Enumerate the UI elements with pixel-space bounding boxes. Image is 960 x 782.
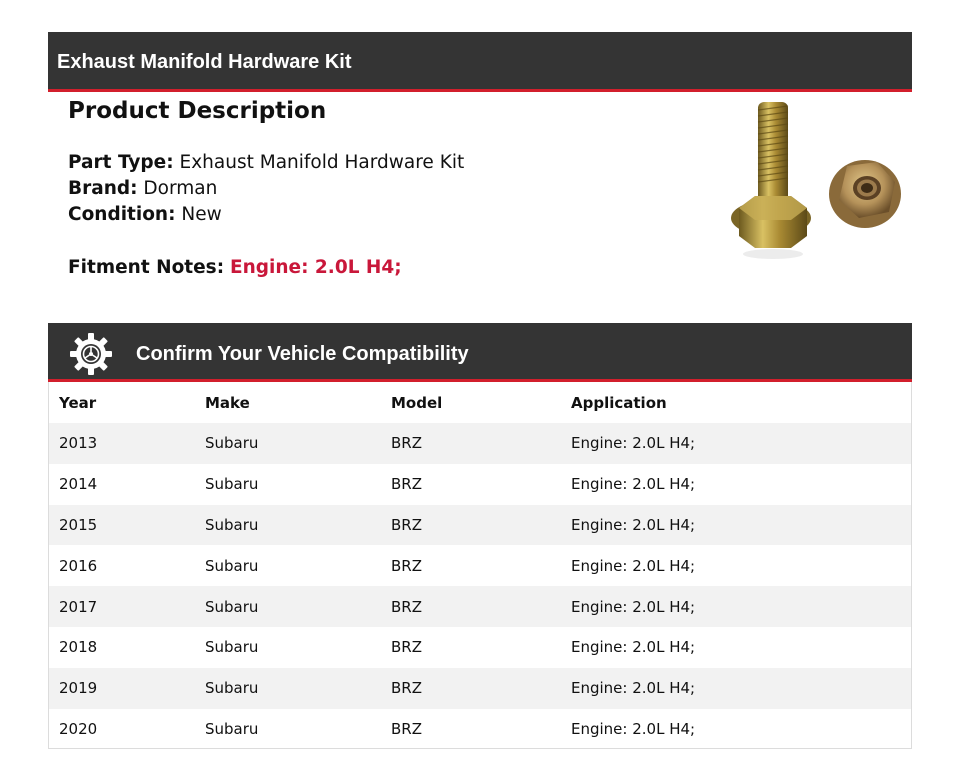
cell-make: Subaru [205, 434, 259, 453]
cell-year: 2020 [59, 719, 98, 738]
product-description [68, 98, 668, 278]
cell-model: BRZ [391, 638, 422, 657]
cell-model: BRZ [391, 475, 422, 494]
cell-make: Subaru [205, 719, 259, 738]
table-row [49, 668, 911, 709]
cell-application: Engine: 2.0L H4; [571, 434, 696, 453]
fitment-line [68, 257, 402, 278]
brand-value: Dorman [143, 178, 218, 199]
table-row [49, 627, 911, 668]
compatibility-title: Confirm Your Vehicle Compatibility [136, 343, 469, 365]
condition-value: New [181, 204, 222, 225]
cell-year: 2019 [59, 679, 98, 698]
title-banner [48, 32, 912, 92]
compatibility-table [48, 382, 912, 749]
cell-application: Engine: 2.0L H4; [571, 597, 696, 616]
table-row [49, 464, 911, 505]
table-row [49, 545, 911, 586]
cell-make: Subaru [205, 638, 259, 657]
table-row [49, 423, 911, 464]
cell-year: 2018 [59, 638, 98, 657]
part-type-label: Part Type: [68, 152, 174, 173]
table-header [49, 382, 911, 423]
cell-application: Engine: 2.0L H4; [571, 679, 696, 698]
fitment-label: Fitment Notes: [68, 257, 225, 278]
cell-model: BRZ [391, 719, 422, 738]
cell-application: Engine: 2.0L H4; [571, 515, 696, 534]
cell-year: 2017 [59, 597, 98, 616]
cell-make: Subaru [205, 475, 259, 494]
flange-nut-icon [829, 160, 901, 228]
col-year: Year [59, 393, 97, 412]
gear-car-icon [69, 332, 113, 376]
cell-year: 2015 [59, 515, 98, 534]
condition-line [68, 204, 222, 225]
cell-application: Engine: 2.0L H4; [571, 556, 696, 575]
cell-year: 2013 [59, 434, 98, 453]
cell-model: BRZ [391, 679, 422, 698]
cell-make: Subaru [205, 679, 259, 698]
cell-make: Subaru [205, 597, 259, 616]
table-row [49, 709, 911, 750]
table-row [49, 505, 911, 546]
product-image [725, 96, 910, 266]
cell-model: BRZ [391, 515, 422, 534]
brand-label: Brand: [68, 178, 138, 199]
col-model: Model [391, 393, 443, 412]
brand-line [68, 178, 217, 199]
cell-make: Subaru [205, 515, 259, 534]
condition-label: Condition: [68, 204, 176, 225]
part-type-line [68, 152, 464, 173]
compatibility-banner [48, 323, 912, 382]
bolt-icon [731, 102, 811, 259]
cell-year: 2016 [59, 556, 98, 575]
col-make: Make [205, 393, 250, 412]
part-type-value: Exhaust Manifold Hardware Kit [179, 152, 465, 173]
col-application: Application [571, 393, 667, 412]
cell-application: Engine: 2.0L H4; [571, 719, 696, 738]
table-row [49, 586, 911, 627]
cell-year: 2014 [59, 475, 98, 494]
cell-model: BRZ [391, 597, 422, 616]
cell-make: Subaru [205, 556, 259, 575]
description-heading: Product Description [68, 98, 327, 124]
cell-application: Engine: 2.0L H4; [571, 475, 696, 494]
cell-application: Engine: 2.0L H4; [571, 638, 696, 657]
cell-model: BRZ [391, 434, 422, 453]
cell-model: BRZ [391, 556, 422, 575]
fitment-value: Engine: 2.0L H4; [229, 257, 402, 278]
page-title: Exhaust Manifold Hardware Kit [57, 51, 352, 73]
